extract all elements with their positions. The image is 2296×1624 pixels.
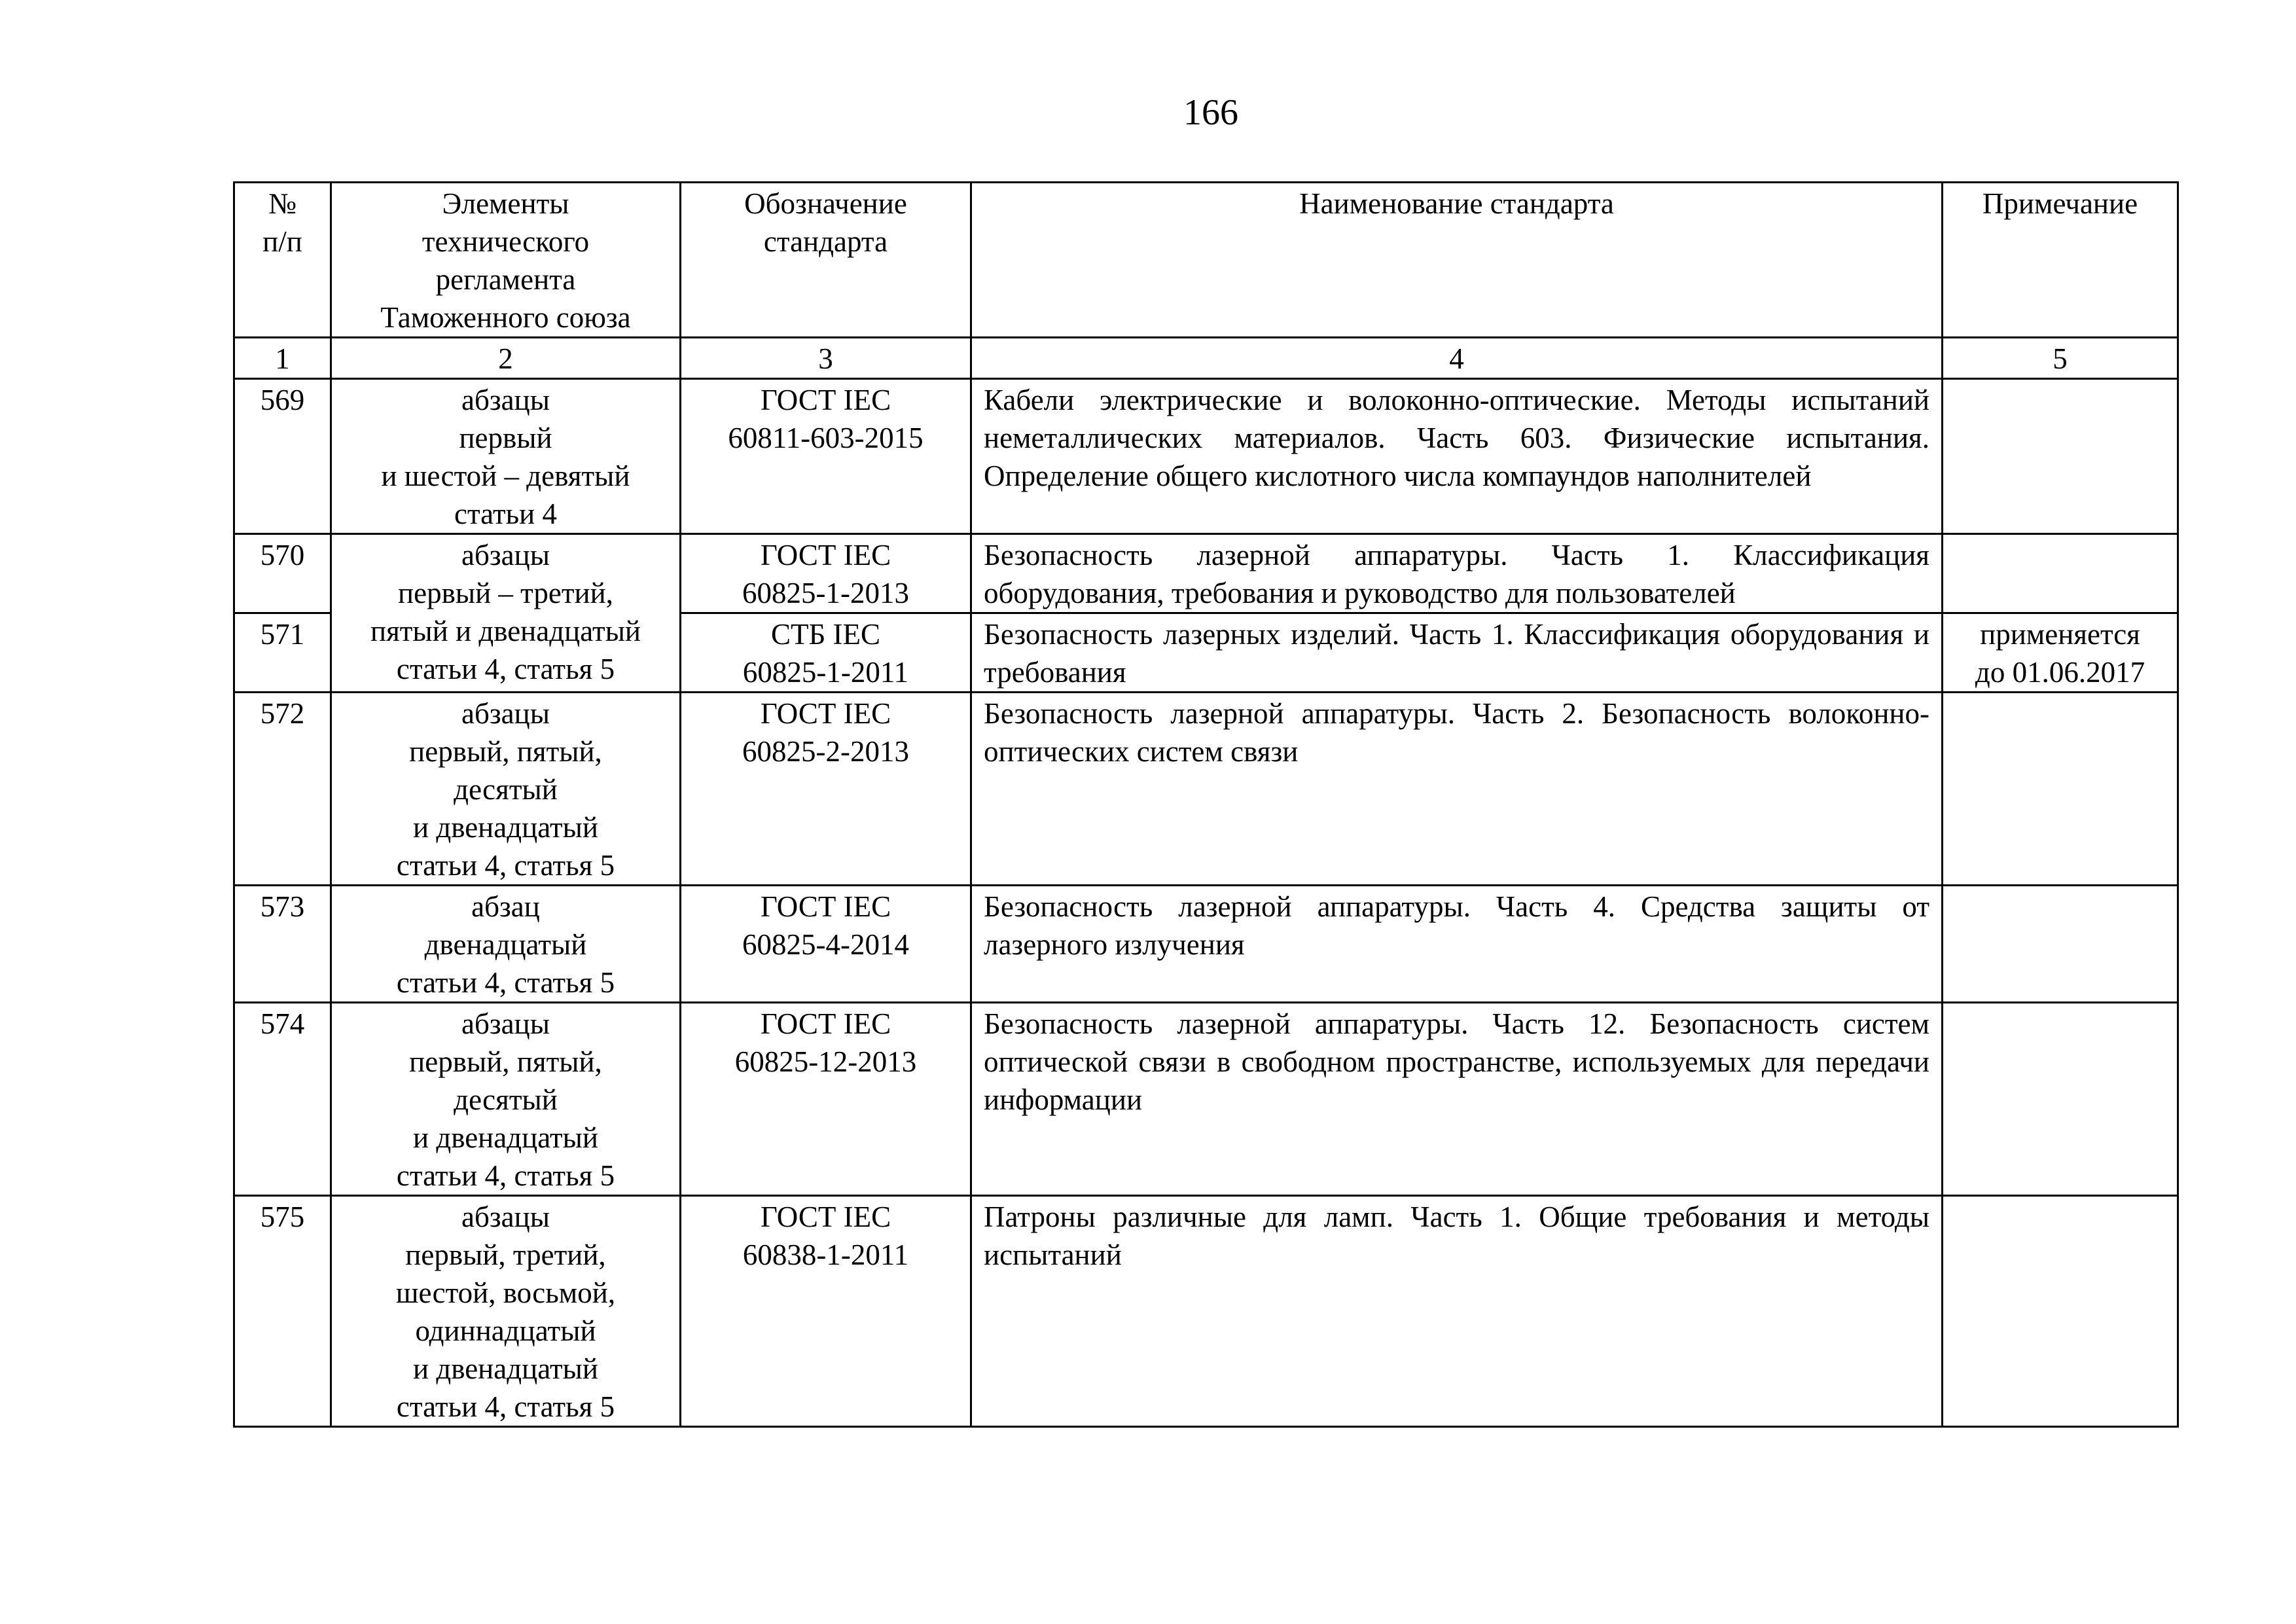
designation-line: СТБ IEC (770, 618, 881, 651)
designation-line: 60825-1-2011 (742, 656, 909, 689)
elements-line: статьи 4, статья 5 (396, 966, 615, 999)
elements-line: первый, пятый, (409, 735, 602, 768)
row-note (1943, 693, 2178, 886)
elements-line: и двенадцатый (412, 1352, 598, 1385)
elements-line: первый, третий, (405, 1238, 606, 1271)
elements-line: статьи 4, статья 5 (396, 1390, 615, 1423)
designation-line: 60825-12-2013 (734, 1045, 917, 1078)
elements-line: и шестой – девятый (381, 460, 630, 492)
header-num (234, 183, 331, 338)
elements-line: двенадцатый (424, 928, 587, 961)
designation-line: ГОСТ IEC (760, 384, 891, 416)
row-standard-name: Безопасность лазерной аппаратуры. Часть 1. Классификация оборудования, требования и руководство для пользователей (971, 534, 1943, 613)
column-number: 5 (1943, 338, 2178, 379)
row-standard-name: Безопасность лазерных изделий. Часть 1. Классификация оборудования и требования (971, 613, 1943, 693)
header-elements (331, 183, 681, 338)
column-number: 4 (971, 338, 1943, 379)
page-number: 166 (1183, 92, 1238, 133)
header-name: Наименование стандарта (971, 183, 1943, 338)
note-line: до 01.06.2017 (1975, 656, 2145, 689)
row-elements (331, 1003, 681, 1196)
row-num: 574 (234, 1003, 331, 1196)
row-elements (331, 534, 681, 693)
row-num: 575 (234, 1196, 331, 1427)
designation-line: 60825-2-2013 (742, 735, 909, 768)
designation-line: 60811-603-2015 (728, 422, 924, 454)
column-number: 3 (681, 338, 971, 379)
table-row (234, 1003, 2178, 1196)
row-num: 569 (234, 379, 331, 534)
row-note (1943, 1196, 2178, 1427)
table-row (234, 886, 2178, 1003)
standards-table (233, 181, 2179, 1428)
elements-line: абзацы (461, 1200, 550, 1233)
header-elements-line: регламента (435, 263, 576, 296)
row-num: 573 (234, 886, 331, 1003)
row-standard-name: Безопасность лазерной аппаратуры. Часть 4. Средства защиты от лазерного излучения (971, 886, 1943, 1003)
row-note (1943, 613, 2178, 693)
elements-line: абзацы (461, 539, 550, 571)
elements-line: шестой, восьмой, (395, 1276, 616, 1309)
elements-line: первый – третий, (398, 577, 613, 609)
row-note (1943, 886, 2178, 1003)
row-elements (331, 1196, 681, 1427)
header-elements-line: Таможенного союза (380, 301, 631, 334)
elements-line: абзац (471, 890, 540, 923)
designation-line: 60838-1-2011 (742, 1238, 909, 1271)
row-note (1943, 379, 2178, 534)
header-elements-line: Элементы (442, 187, 569, 220)
row-standard-name: Патроны различные для ламп. Часть 1. Общие требования и методы испытаний (971, 1196, 1943, 1427)
elements-line: десятый (454, 1083, 558, 1116)
elements-line: первый (459, 422, 552, 454)
row-elements (331, 693, 681, 886)
row-num: 570 (234, 534, 331, 613)
row-standard-name: Кабели электрические и волоконно-оптические. Методы испытаний неметаллических материалов. Часть 603. Физические испытания. Определение общего кислотного числа компаундов наполнителей (971, 379, 1943, 534)
designation-line: ГОСТ IEC (760, 890, 891, 923)
elements-line: абзацы (461, 697, 550, 730)
table-row (234, 693, 2178, 886)
table-row (234, 534, 2178, 613)
table-row (234, 379, 2178, 534)
row-num: 572 (234, 693, 331, 886)
row-designation (681, 613, 971, 693)
header-num-line: № (268, 187, 296, 220)
row-standard-name: Безопасность лазерной аппаратуры. Часть 12. Безопасность систем оптической связи в свободном пространстве, используемых для передачи информации (971, 1003, 1943, 1196)
row-standard-name: Безопасность лазерной аппаратуры. Часть 2. Безопасность волоконно-оптических систем связи (971, 693, 1943, 886)
elements-line: одиннадцатый (415, 1314, 596, 1347)
elements-line: статьи 4 (454, 497, 558, 530)
elements-line: пятый и двенадцатый (370, 615, 641, 647)
header-designation-line: стандарта (763, 225, 888, 258)
elements-line: абзацы (461, 1007, 550, 1040)
column-numbers-row (234, 338, 2178, 379)
header-note: Примечание (1943, 183, 2178, 338)
row-designation (681, 534, 971, 613)
elements-line: статьи 4, статья 5 (396, 849, 615, 882)
designation-line: 60825-1-2013 (742, 577, 909, 609)
row-num: 571 (234, 613, 331, 693)
header-designation-line: Обозначение (744, 187, 907, 220)
elements-line: и двенадцатый (412, 1121, 598, 1154)
elements-line: и двенадцатый (412, 811, 598, 844)
row-designation (681, 886, 971, 1003)
elements-line: статьи 4, статья 5 (396, 653, 615, 685)
header-row (234, 183, 2178, 338)
row-elements (331, 886, 681, 1003)
designation-line: ГОСТ IEC (760, 1200, 891, 1233)
column-number: 1 (234, 338, 331, 379)
column-number: 2 (331, 338, 681, 379)
header-elements-line: технического (422, 225, 590, 258)
table-row (234, 1196, 2178, 1427)
row-designation (681, 1003, 971, 1196)
designation-line: ГОСТ IEC (760, 1007, 891, 1040)
row-note (1943, 534, 2178, 613)
elements-line: абзацы (461, 384, 550, 416)
row-designation (681, 379, 971, 534)
header-designation (681, 183, 971, 338)
elements-line: первый, пятый, (409, 1045, 602, 1078)
elements-line: статьи 4, статья 5 (396, 1159, 615, 1192)
header-num-line: п/п (262, 225, 302, 258)
note-line: применяется (1980, 618, 2140, 651)
row-designation (681, 693, 971, 886)
designation-line: ГОСТ IEC (760, 697, 891, 730)
elements-line: десятый (454, 773, 558, 806)
designation-line: 60825-4-2014 (742, 928, 909, 961)
row-note (1943, 1003, 2178, 1196)
row-designation (681, 1196, 971, 1427)
designation-line: ГОСТ IEC (760, 539, 891, 571)
row-elements (331, 379, 681, 534)
